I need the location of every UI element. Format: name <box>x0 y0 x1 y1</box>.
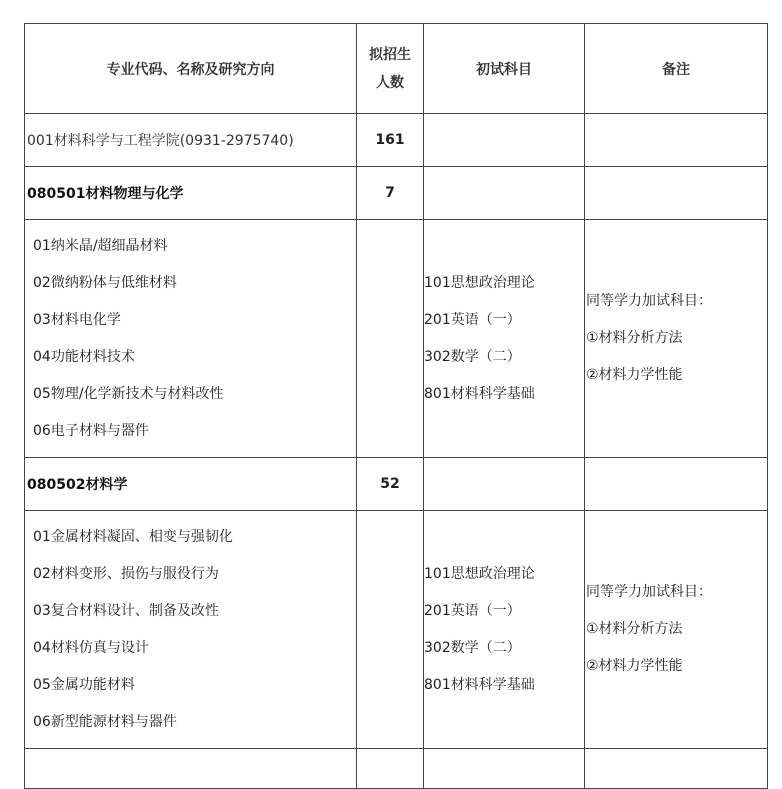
exam-item: 801材料科学基础 <box>424 385 535 402</box>
major-count: 7 <box>357 167 424 220</box>
empty-cell <box>585 749 768 789</box>
major-row <box>25 167 768 220</box>
directions-list <box>25 228 356 450</box>
college-notes-cell <box>585 114 768 167</box>
note-item: ②材料力学性能 <box>586 658 683 674</box>
major-name: 080501材料物理与化学 <box>25 167 357 220</box>
header-row <box>25 24 768 114</box>
exam-list <box>424 556 584 704</box>
direction-item: 05金属功能材料 <box>33 676 135 693</box>
next-row-partial <box>25 749 768 789</box>
note-item: ①材料分析方法 <box>586 330 683 346</box>
directions-cell <box>25 511 357 749</box>
direction-item: 01纳米晶/超细晶材料 <box>33 237 168 254</box>
direction-item: 04功能材料技术 <box>33 348 135 365</box>
directions-list <box>25 519 356 741</box>
major-name: 080502材料学 <box>25 458 357 511</box>
header-exam: 初试科目 <box>424 24 585 114</box>
note-item: 同等学力加试科目： <box>586 584 712 600</box>
exam-item: 801材料科学基础 <box>424 676 535 693</box>
major-notes-cell <box>585 458 768 511</box>
college-exam-cell <box>424 114 585 167</box>
exam-item: 302数学（二） <box>424 639 521 656</box>
major-exam-cell <box>424 458 585 511</box>
major-count: 52 <box>357 458 424 511</box>
direction-item: 06电子材料与器件 <box>33 422 149 439</box>
admissions-table <box>24 23 768 789</box>
header-major: 专业代码、名称及研究方向 <box>25 24 357 114</box>
directions-cell <box>25 220 357 458</box>
direction-item: 05物理/化学新技术与材料改性 <box>33 385 224 402</box>
major-notes-cell <box>585 167 768 220</box>
exam-item: 201英语（一） <box>424 311 521 328</box>
major-exam-cell <box>424 167 585 220</box>
direction-item: 03复合材料设计、制备及改性 <box>33 602 219 619</box>
note-item: ①材料分析方法 <box>586 621 683 637</box>
header-count <box>357 24 424 114</box>
directions-count-cell <box>357 220 424 458</box>
college-row <box>25 114 768 167</box>
exam-item: 302数学（二） <box>424 348 521 365</box>
directions-row <box>25 220 768 458</box>
note-item: ②材料力学性能 <box>586 367 683 383</box>
major-row <box>25 458 768 511</box>
exam-item: 201英语（一） <box>424 602 521 619</box>
directions-row <box>25 511 768 749</box>
header-notes: 备注 <box>585 24 768 114</box>
direction-item: 06新型能源材料与器件 <box>33 713 177 730</box>
empty-cell <box>25 749 357 789</box>
college-count: 161 <box>357 114 424 167</box>
exam-cell <box>424 220 585 458</box>
direction-item: 01金属材料凝固、相变与强韧化 <box>33 528 233 545</box>
header-count-line2: 人数 <box>376 74 404 91</box>
header-count-line1: 拟招生 <box>369 46 411 63</box>
notes-list <box>585 283 767 394</box>
college-name: 001材料科学与工程学院(0931-2975740) <box>25 114 357 167</box>
empty-cell <box>424 749 585 789</box>
notes-list <box>585 574 767 685</box>
direction-item: 02微纳粉体与低维材料 <box>33 274 177 291</box>
exam-item: 101思想政治理论 <box>424 565 535 582</box>
note-item: 同等学力加试科目： <box>586 293 712 309</box>
direction-item: 04材料仿真与设计 <box>33 639 149 656</box>
notes-cell <box>585 220 768 458</box>
exam-list <box>424 265 584 413</box>
exam-cell <box>424 511 585 749</box>
direction-item: 03材料电化学 <box>33 311 121 328</box>
exam-item: 101思想政治理论 <box>424 274 535 291</box>
empty-cell <box>357 749 424 789</box>
directions-count-cell <box>357 511 424 749</box>
direction-item: 02材料变形、损伤与服役行为 <box>33 565 219 582</box>
notes-cell <box>585 511 768 749</box>
